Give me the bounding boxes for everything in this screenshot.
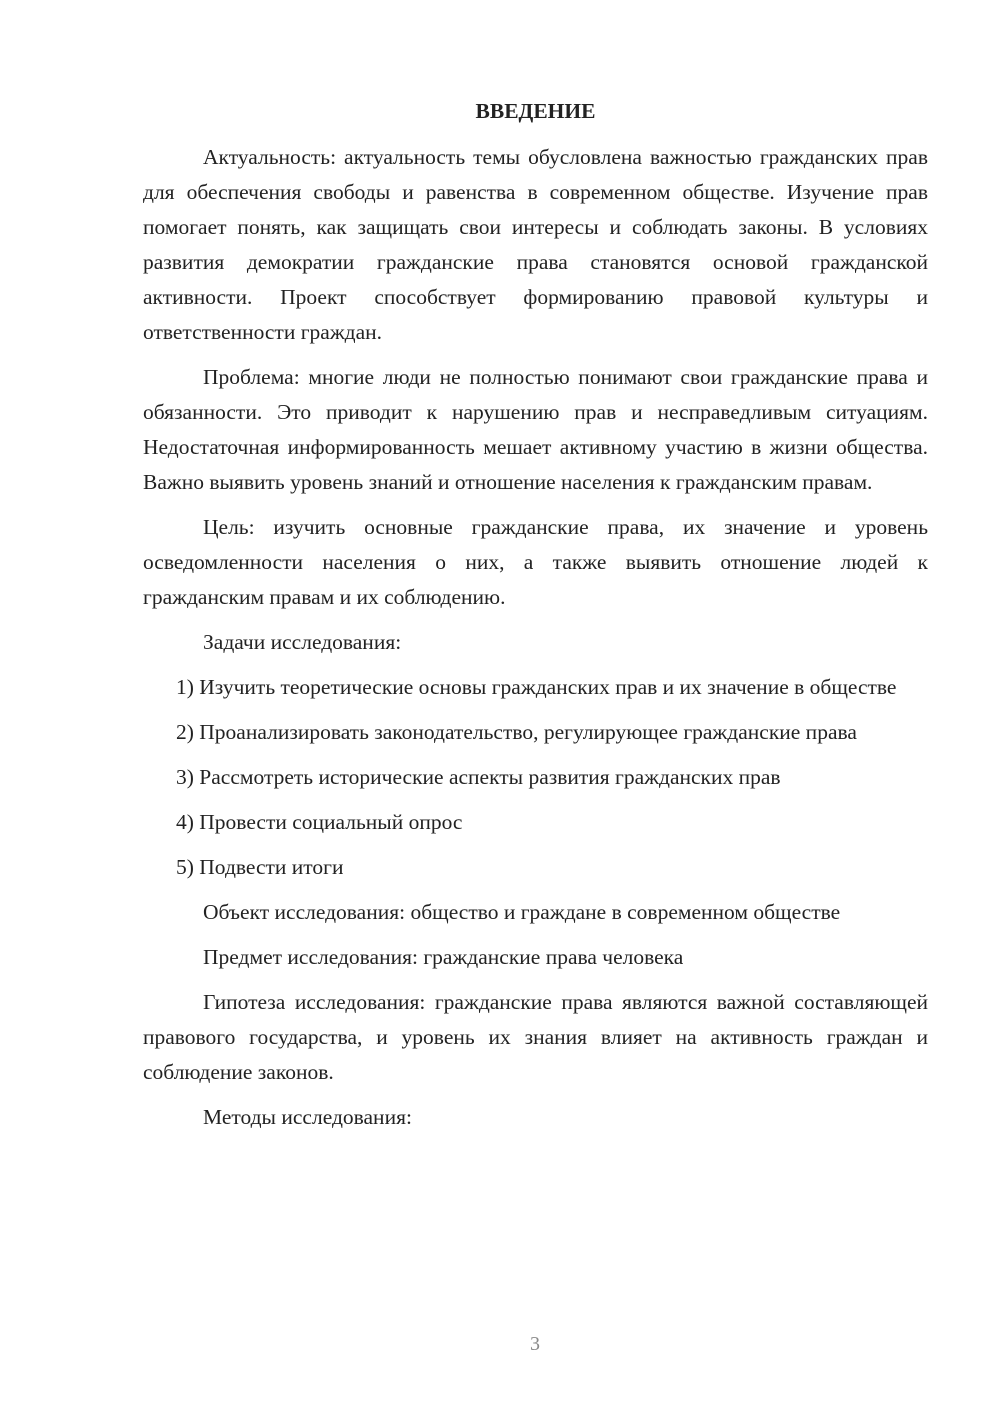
document-page	[143, 96, 928, 1145]
tasks-heading: Задачи исследования:	[203, 630, 402, 654]
document-title: ВВЕДЕНИЕ	[475, 99, 596, 123]
task-item-2: 2) Проанализировать законодательство, регулирующее гражданские права	[176, 720, 857, 744]
problem-paragraph: Проблема: многие люди не полностью понимают свои гражданские права и обязанности. Это приводит к нарушению прав и несправедливым ситуациям. Недостаточная информированность мешает активному участию в жизни общества. Важно выявить уровень знаний и отношение населения к гражданским правам.	[143, 365, 928, 494]
task-item-5: 5) Подвести итоги	[176, 855, 344, 879]
task-item-1: 1) Изучить теоретические основы гражданских прав и их значение в обществе	[176, 675, 897, 699]
hypothesis-paragraph: Гипотеза исследования: гражданские права являются важной составляющей правового государства, и уровень их знания влияет на активность граждан и соблюдение законов.	[143, 990, 928, 1084]
object-paragraph: Объект исследования: общество и граждане в современном обществе	[203, 900, 841, 924]
methods-heading: Методы исследования:	[203, 1105, 412, 1129]
task-item-4: 4) Провести социальный опрос	[176, 810, 463, 834]
task-item-3: 3) Рассмотреть исторические аспекты развития гражданских прав	[176, 765, 781, 789]
goal-paragraph: Цель: изучить основные гражданские права, их значение и уровень осведомленности населения о них, а также выявить отношение людей к гражданским правам и их соблюдению.	[143, 515, 928, 609]
relevance-paragraph: Актуальность: актуальность темы обусловлена важностью гражданских прав для обеспечения свободы и равенства в современном обществе. Изучение прав помогает понять, как защищать свои интересы и соблюдать законы. В условиях развития демократии гражданские права становятся основой гражданской активности. Проект способствует формированию правовой культуры и ответственности граждан.	[143, 145, 928, 344]
page-number: 3	[530, 1333, 540, 1355]
subject-paragraph: Предмет исследования: гражданские права человека	[203, 945, 684, 969]
